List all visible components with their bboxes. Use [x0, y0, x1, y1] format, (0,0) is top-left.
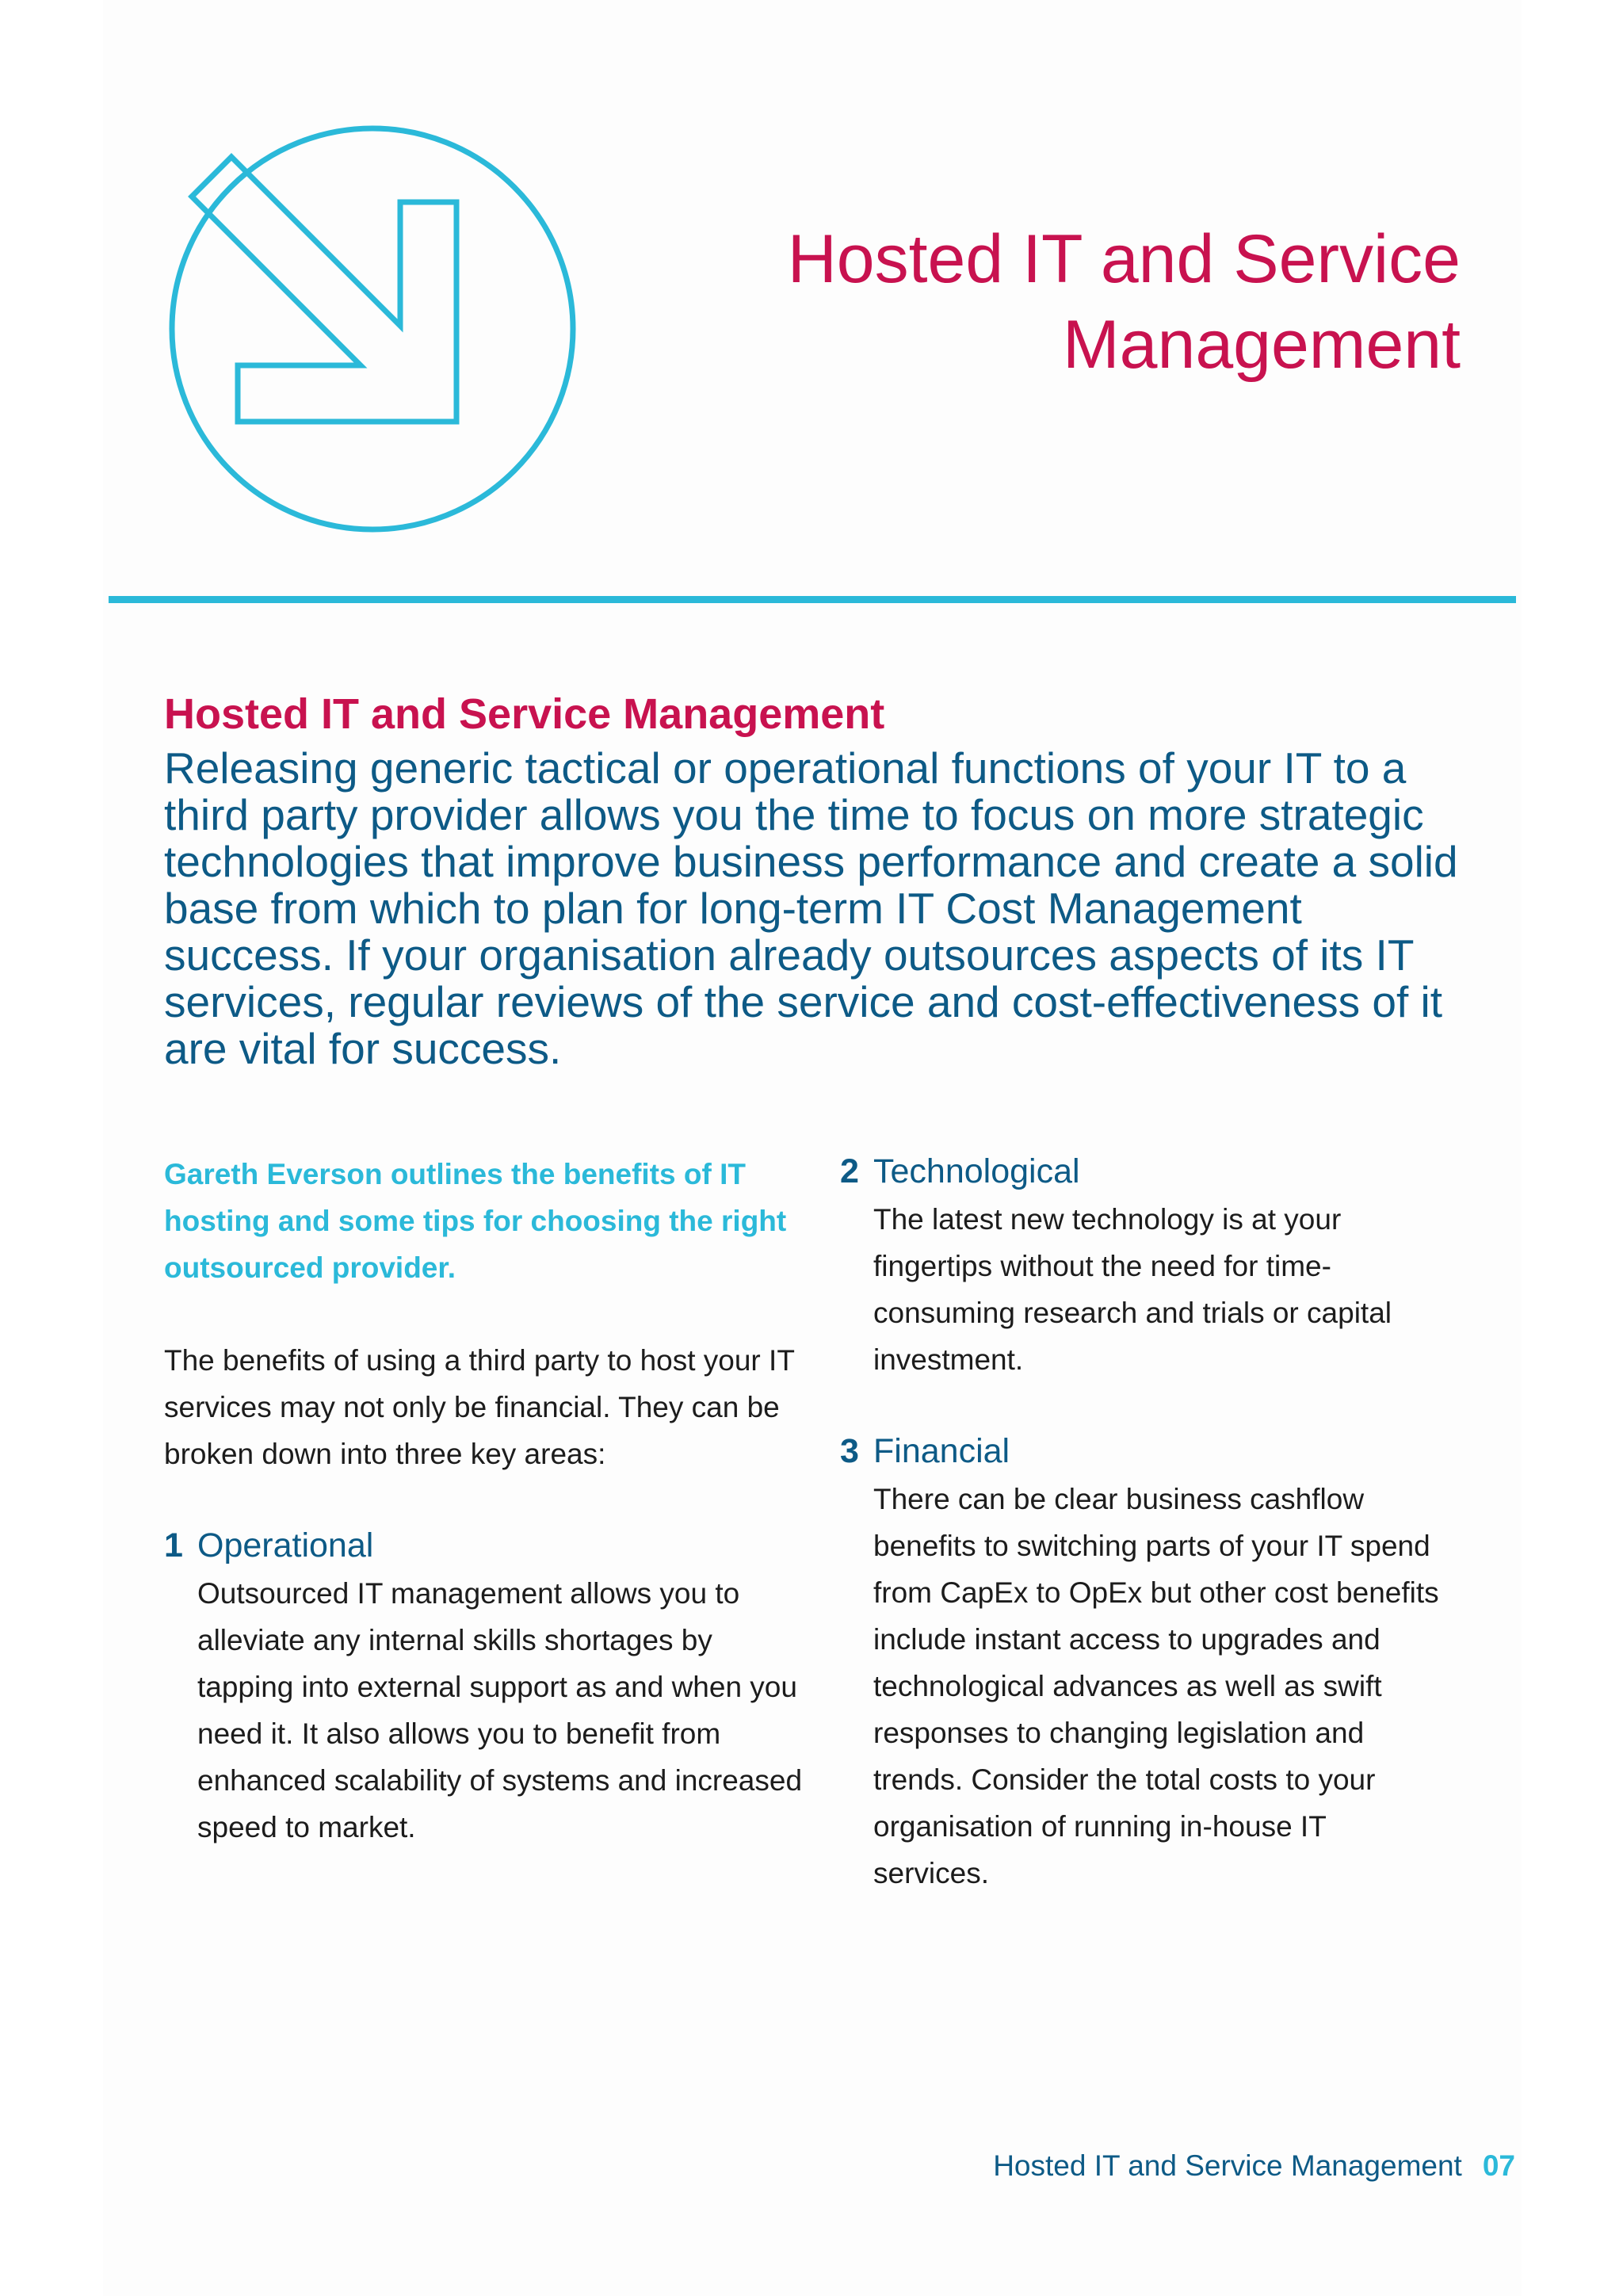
page-number: 07: [1482, 2149, 1515, 2182]
benefit-heading: [164, 1523, 814, 1568]
benefit-item-operational: [164, 1523, 814, 1851]
benefit-title: Operational: [197, 1526, 374, 1564]
body-paragraph: The benefits of using a third party to host your IT services may not only be financial. They can be broken down into three key areas:: [164, 1344, 795, 1470]
benefit-heading: [840, 1429, 1442, 1473]
benefit-heading: [840, 1149, 1442, 1194]
benefit-item-technological: [840, 1149, 1442, 1383]
benefit-number: 1: [164, 1526, 183, 1564]
page-title: Hosted IT and Service Management: [787, 220, 1461, 383]
section-title: Hosted IT and Service Management: [164, 690, 885, 738]
benefit-number: 3: [840, 1432, 859, 1470]
intro-paragraph: Releasing generic tactical or operational functions of your IT to a third party provider allows you the time to focus on more strategic technologies that improve business performance and create a solid base from which to plan for long-term IT Cost Management success. If your organisation already outsources aspects of its IT services, regular reviews of the service and cost-effectiveness of it are vital for success.: [164, 743, 1458, 1073]
benefit-text: The latest new technology is at your fingertips without the need for time-consuming research and trials or capital investment.: [873, 1203, 1392, 1376]
page-footer: [993, 2146, 1515, 2186]
benefit-text: There can be clear business cashflow benefits to switching parts of your IT spend from CapEx to OpEx but other cost benefits include instant access to upgrades and technological advances as well as swift responses to changing legislation and trends. Consider the total costs to your organisation of running in-house IT services.: [873, 1483, 1439, 1889]
lead-paragraph: Gareth Everson outlines the benefits of IT hosting and some tips for choosing the right outsourced provider.: [164, 1158, 787, 1284]
benefit-title: Technological: [873, 1152, 1080, 1190]
arrow-down-right-circle-icon: [162, 119, 582, 539]
left-column: [164, 1151, 814, 1851]
header-divider: [109, 596, 1516, 603]
benefit-text: Outsourced IT management allows you to alleviate any internal skills shortages by tapping into external support as and when you need it. It also allows you to benefit from enhanced scalability of systems and increased speed to market.: [197, 1577, 803, 1843]
footer-label: Hosted IT and Service Management: [993, 2149, 1462, 2182]
right-column: [840, 1149, 1442, 1897]
benefit-title: Financial: [873, 1432, 1010, 1470]
benefit-number: 2: [840, 1152, 859, 1190]
benefit-item-financial: [840, 1429, 1442, 1897]
